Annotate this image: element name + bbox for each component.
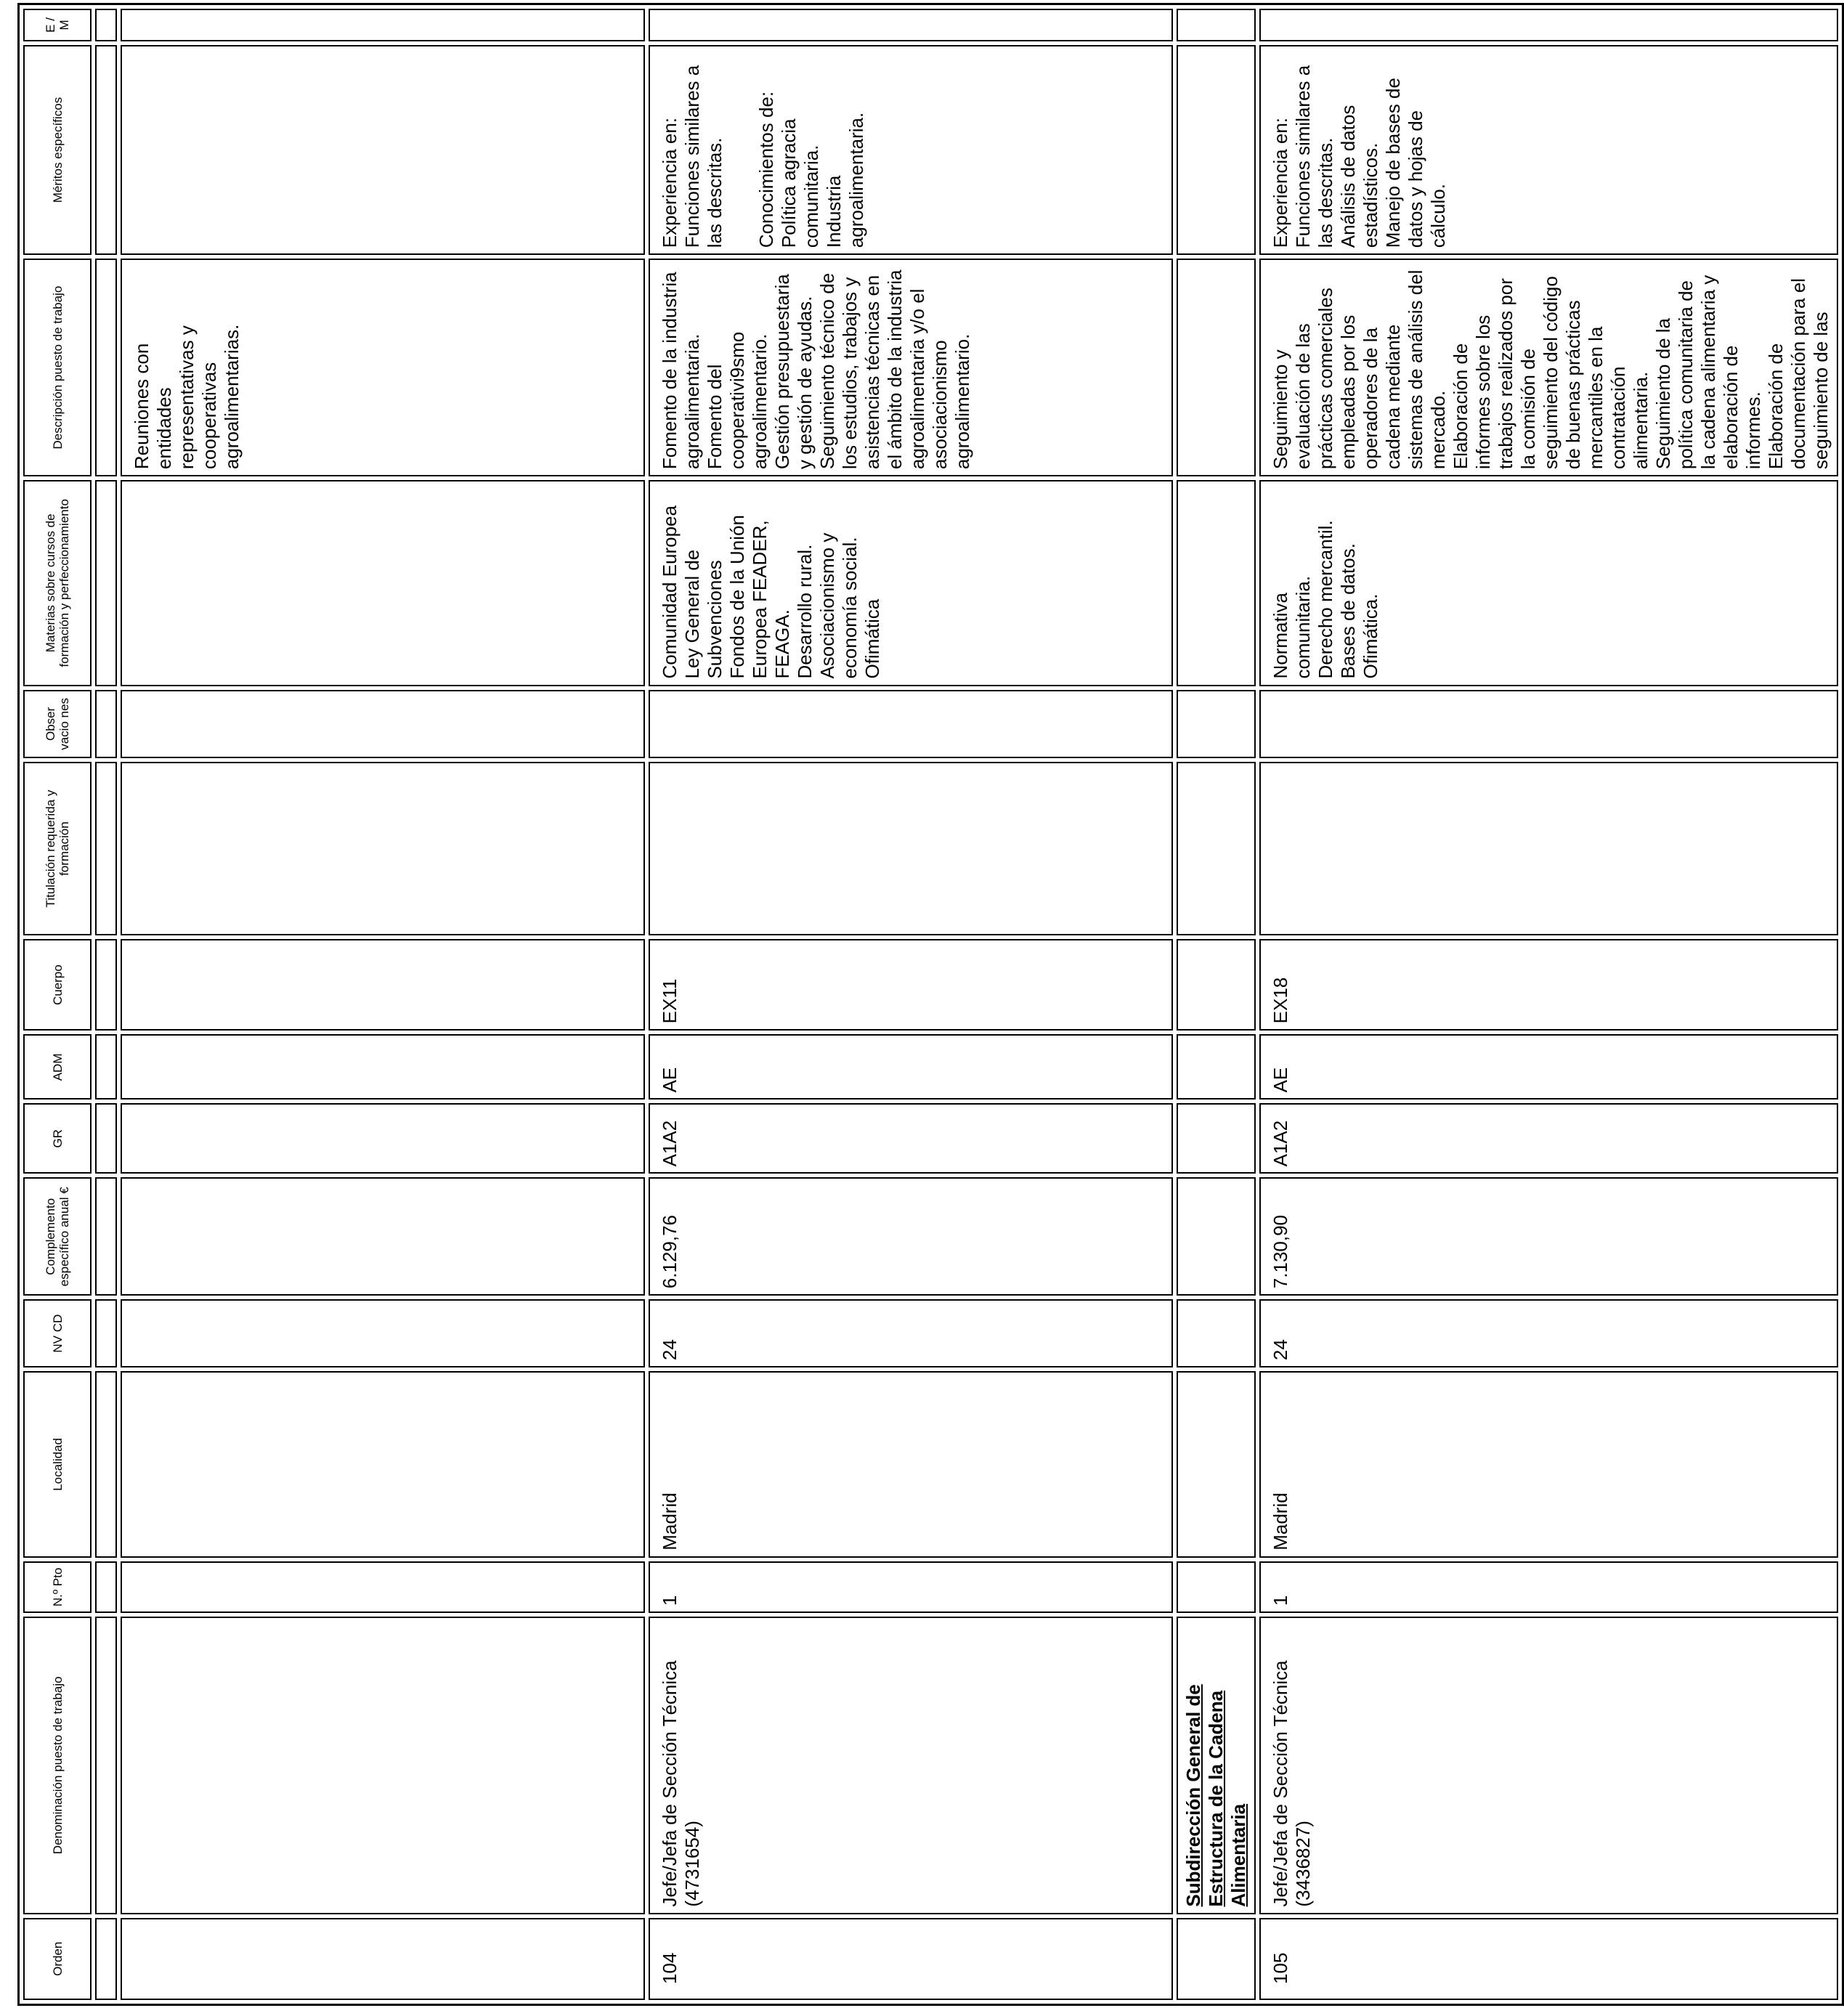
section-row bbox=[1177, 9, 1256, 2000]
header-observaciones: Obser vacio nes bbox=[23, 690, 92, 759]
table-row bbox=[121, 9, 645, 2000]
merit-item: Industria agroalimentaria. bbox=[823, 112, 867, 248]
titulacion-cell bbox=[649, 762, 1173, 935]
merit-item: Política agracia comunitaria. bbox=[778, 118, 822, 248]
n-pto-cell: 1 bbox=[1259, 1561, 1838, 1613]
em-cell bbox=[649, 9, 1173, 41]
header-n-pto: N.º Pto bbox=[23, 1561, 92, 1613]
localidad-cell: Madrid bbox=[1259, 1371, 1838, 1558]
header-cuerpo: Cuerpo bbox=[23, 939, 92, 1031]
materia-item: Ley General de Subvenciones bbox=[681, 549, 726, 679]
header-nv-cd: NV CD bbox=[23, 1299, 92, 1367]
n-pto-cell: 1 bbox=[649, 1561, 1173, 1613]
merit-title: Experiencia en: bbox=[659, 117, 681, 248]
gr-cell: A1A2 bbox=[649, 1103, 1173, 1174]
table-row bbox=[649, 9, 1173, 2000]
merit-item: Funciones similares a las descritas. bbox=[1292, 65, 1336, 248]
complemento-cell: 6.129,76 bbox=[649, 1177, 1173, 1296]
job-positions-table bbox=[17, 3, 1844, 2006]
observaciones-cell bbox=[649, 690, 1173, 759]
header-titulacion: Titulación requerida y formación bbox=[23, 762, 92, 935]
header-localidad: Localidad bbox=[23, 1371, 92, 1558]
materia-item: Ofimática bbox=[861, 598, 883, 679]
gr-cell: A1A2 bbox=[1259, 1103, 1838, 1174]
complemento-cell: 7.130,90 bbox=[1259, 1177, 1838, 1296]
header-gr: GR bbox=[23, 1103, 92, 1174]
header-meritos: Méritos específicos bbox=[23, 45, 92, 255]
description-item: Reuniones con entidades representativas y cooperativas agroalimentarias. bbox=[131, 324, 243, 470]
header-denominacion: Denominación puesto de trabajo bbox=[23, 1617, 92, 1914]
description-item: Fomento de la industria agroalimentaria. bbox=[659, 272, 703, 470]
merit-item: Análisis de datos estadísticos. bbox=[1337, 105, 1381, 248]
spacer-row bbox=[95, 9, 117, 2000]
meritos-cell bbox=[649, 45, 1173, 255]
nv-cd-cell: 24 bbox=[1259, 1299, 1838, 1367]
header-orden: Orden bbox=[23, 1918, 92, 2000]
description-item: Fomento del cooperativi9smo agroalimentario. bbox=[704, 331, 771, 470]
merit-item: Funciones similares a las descritas. bbox=[681, 65, 726, 248]
materias-cell bbox=[649, 480, 1173, 686]
table-row bbox=[1259, 9, 1838, 2000]
header-complemento: Complemento específico anual € bbox=[23, 1177, 92, 1296]
description-item: Seguimiento de la política comunitaria de la cadena alimentaria y elaboración de informes. bbox=[1652, 275, 1764, 470]
descripcion-cell bbox=[1259, 259, 1838, 476]
description-continued bbox=[121, 259, 645, 476]
observaciones-cell bbox=[1259, 690, 1838, 759]
materia-item: Normativa comunitaria. bbox=[1270, 575, 1314, 679]
merit-title: Conocimientos de: bbox=[755, 91, 777, 248]
localidad-cell: Madrid bbox=[649, 1371, 1173, 1558]
materia-item: Bases de datos. bbox=[1337, 543, 1359, 679]
subdireccion-title: Subdirección General de Estructura de la Cadena Alimentaria bbox=[1177, 1617, 1256, 1914]
header-descripcion: Descripción puesto de trabajo bbox=[23, 259, 92, 476]
materia-item: Comunidad Europea bbox=[659, 505, 681, 679]
merit-title: Experiencia en: bbox=[1270, 117, 1291, 248]
description-item: Elaboración de documentación para el seguimiento de las bbox=[1765, 278, 1832, 470]
denominacion-cell: Jefe/Jefa de Sección Técnica (3436827) bbox=[1259, 1617, 1838, 1914]
header-row bbox=[23, 9, 92, 2000]
merit-item: Manejo de bases de datos y hojas de cálculo. bbox=[1382, 78, 1449, 248]
description-item: Gestión presupuestaria y gestión de ayudas. bbox=[771, 274, 816, 470]
materias-cell bbox=[1259, 480, 1838, 686]
adm-cell: AE bbox=[1259, 1034, 1838, 1100]
materia-item: Asociacionismo y economía social. bbox=[816, 532, 861, 679]
materia-item: Desarrollo rural. bbox=[794, 544, 816, 679]
denominacion-cell: Jefe/Jefa de Sección Técnica (4731654) bbox=[649, 1617, 1173, 1914]
header-materias: Materias sobre cursos de formación y perfeccionamiento bbox=[23, 480, 92, 686]
titulacion-cell bbox=[1259, 762, 1838, 935]
adm-cell: AE bbox=[649, 1034, 1173, 1100]
description-item: Seguimiento y evaluación de las prácticas comerciales empleadas por los operadores de la cadena mediante sistemas de análisis del mercado. bbox=[1270, 269, 1449, 470]
header-em: E / M bbox=[23, 9, 92, 41]
meritos-cell bbox=[1259, 45, 1838, 255]
em-cell bbox=[1259, 9, 1838, 41]
descripcion-cell bbox=[649, 259, 1173, 476]
description-item: Seguimiento técnico de los estudios, trabajos y asistencias técnicas en el ámbito de la industria agroalimentaria y/o el asociacionismo agroalimentario. bbox=[816, 269, 973, 470]
cuerpo-cell: EX11 bbox=[649, 939, 1173, 1031]
header-adm: ADM bbox=[23, 1034, 92, 1100]
cuerpo-cell: EX18 bbox=[1259, 939, 1838, 1031]
materia-item: Derecho mercantil. bbox=[1315, 520, 1336, 679]
orden-cell: 104 bbox=[649, 1918, 1173, 2000]
orden-cell: 105 bbox=[1259, 1918, 1838, 2000]
nv-cd-cell: 24 bbox=[649, 1299, 1173, 1367]
materia-item: Ofimática. bbox=[1360, 593, 1381, 679]
description-item: Elaboración de informes sobre los trabajos realizados por la comisión de seguimiento del código de buenas prácticas mercantiles en la contratación alimentaria. bbox=[1450, 276, 1652, 470]
materia-item: Fondos de la Unión Europea FEADER, FEAGA. bbox=[726, 515, 793, 679]
